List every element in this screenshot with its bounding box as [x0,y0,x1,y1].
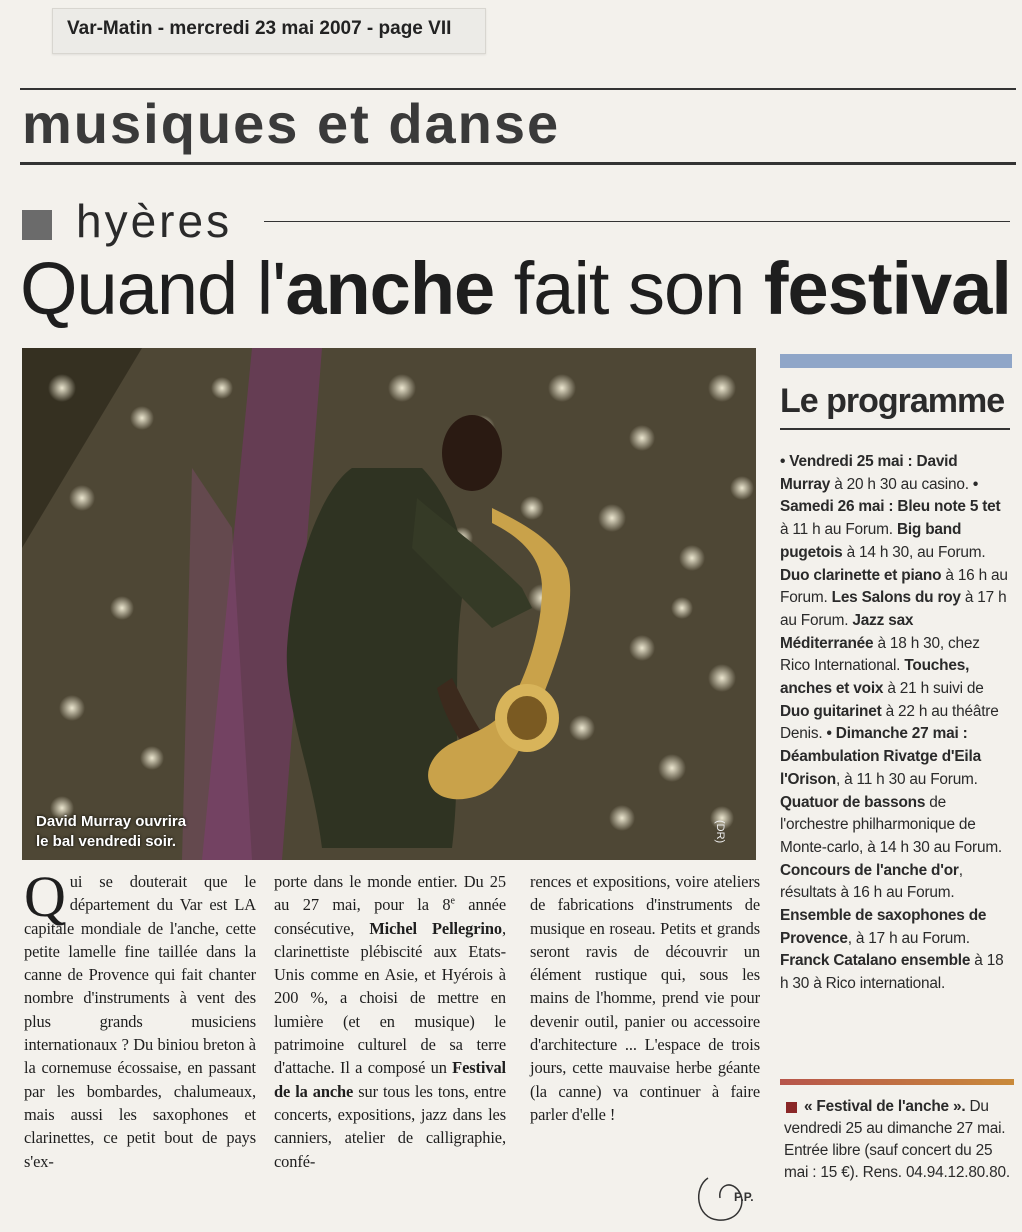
programme-entry-text: , résultats à 16 h au Forum. [780,861,963,902]
programme-entry-bold: Concours de l'anche d'or [780,861,959,879]
location-label: hyères [76,195,233,247]
programme-entry-bold: Jazz sax Méditerranée [780,611,914,652]
signature-scribble-icon [688,1168,768,1228]
photo-credit: (DR) [714,820,726,844]
article-column-1-text: ui se douterait que le département du Var est LA capitale mondiale de l'anche, cette petite lamelle fine taillée dans la canne de Provence qui fait chanter nombre d'instruments à vent des plus grands musiciens internationaux ? Du biniou breton à la cornemuse écossaise, en passant par les bombardes, chalumeaux, mais aussi les saxophones et clarinettes, ce petit bout de pays s'ex- [24,872,256,1171]
photo-caption-line-2: le bal vendredi soir. [36,833,177,850]
column-2-text-d: sur tous les tons, entre concerts, expositions, jazz dans les canniers, atelier de calligraphie, confé- [274,1081,506,1171]
column-2-text-c: , clarinettiste plébiscité aux Etats-Unis comme en Asie, et Hyérois à 200 %, a choisi de mettre en lumière (et en musique) le patrimoine culturel de sa terre d'attache. Il a composé un [274,918,506,1078]
programme-entry-text: à 18 h 30 à Rico international. [780,952,1004,993]
column-2-name: Michel Pellegrino [369,918,502,938]
headline-part-3: fait son [494,247,764,330]
column-2-text-a: porte dans le monde entier. Du 25 au 27 mai, pour la 8 [274,872,506,915]
article-column-3 [530,870,760,1126]
column-2-text-b: année consécutive, [274,895,506,938]
programme-entry-text: à 14 h 30, au Forum. [842,543,986,561]
headline-part-2: anche [285,247,495,330]
programme-entry-text: à 17 h au Forum. [780,589,1007,629]
programme-entry-text: à 22 h au théâtre Denis. [780,702,999,743]
article-column-1 [24,864,256,1173]
programme-title: Le programme [780,382,1005,420]
programme-entry-text: à 18 h 30, chez Rico International. [780,634,980,675]
programme-entry-text: à 11 h au Forum. [780,521,897,539]
festival-info [784,1096,1010,1184]
headline-part-4: festival [763,247,1011,330]
location-rule [264,221,1010,222]
photo-caption-line-1: David Murray ouvrira [36,813,187,830]
column-2-festival: Festival de la anche [274,1058,506,1101]
programme-entry-bold: Quatuor de bassons [780,793,926,811]
programme-entry-text: à 16 h au Forum. [780,566,1008,607]
programme-entry-text: , à 17 h au Forum. [847,929,970,947]
programme-entry-bold: • Dimanche 27 mai : [826,725,968,743]
programme-entry-bold: Bleu note 5 tet [897,498,1001,516]
programme-entry-bold: Ensemble de saxophones de Provence [780,907,987,947]
saxophonist-photo [22,348,756,860]
programme-entry-bold: Déambulation Rivatge d'Eila l'Orison [780,748,981,788]
programme-entry-text: à 20 h 30 au casino. [830,475,973,493]
programme-entry-text: , à 11 h 30 au Forum. [835,770,978,788]
programme-entry-bold: Touches, anches et voix [780,657,970,698]
programme-entry-bold: Franck Catalano ensemble [780,952,971,970]
programme-entry-bold: Big band pugetois [780,521,962,561]
programme-entry-bold: Duo clarinette et piano [780,566,942,584]
programme-entry-text: de l'orchestre philharmonique de Monte-carlo, à 14 h 30 au Forum. [780,793,1003,856]
programme-entry-bold: Les Salons du roy [831,589,961,607]
programme-entry-bold: • Samedi 26 mai : [780,475,979,516]
programme-entry-bold: • Vendredi 25 mai : [780,453,917,470]
sidebar-accent-bar [780,354,1012,368]
section-rule [20,162,1016,165]
programme-entry-text: à 21 h suivi de [883,680,984,698]
photo-illustration [22,348,756,860]
info-accent-bar [780,1079,1014,1085]
location-square-icon [22,210,52,240]
column-2-superscript: e [450,895,455,907]
article-column-3-text: rences et expositions, voire ateliers de fabrications d'instruments de musique en roseau. Petits et grands seront ravis de découvrir un élément rustique qui, sous les mains de l'homme, prend vie pour devenir outil, panier ou accessoire d'architecture ... L'espace de trois jours, cette mauvaise herbe géante (la canne) va continuer à faire parler d'elle ! [530,872,760,1124]
top-rule [20,88,1016,90]
programme-entry-bold: David Murray [780,453,958,493]
programme-list [780,451,1010,996]
article-column-2 [274,870,506,1173]
dropcap: Q [24,864,66,929]
signature: P.P. [734,1190,754,1204]
headline-part-1: Quand l' [20,247,286,330]
section-title: musiques et danse [22,92,561,155]
festival-info-title: « Festival de l'anche ». [804,1098,966,1115]
photo-caption [36,812,186,852]
programme-entry-bold: Duo guitarinet [780,702,882,720]
programme-rule [780,428,1010,430]
headline [20,247,1011,330]
source-line: Var-Matin - mercredi 23 mai 2007 - page VII [67,18,452,39]
festival-info-details: Du vendredi 25 au dimanche 27 mai. Entrée libre (sauf concert du 25 mai : 15 €). Rens. 04.94.12.80.80. [784,1098,1010,1181]
